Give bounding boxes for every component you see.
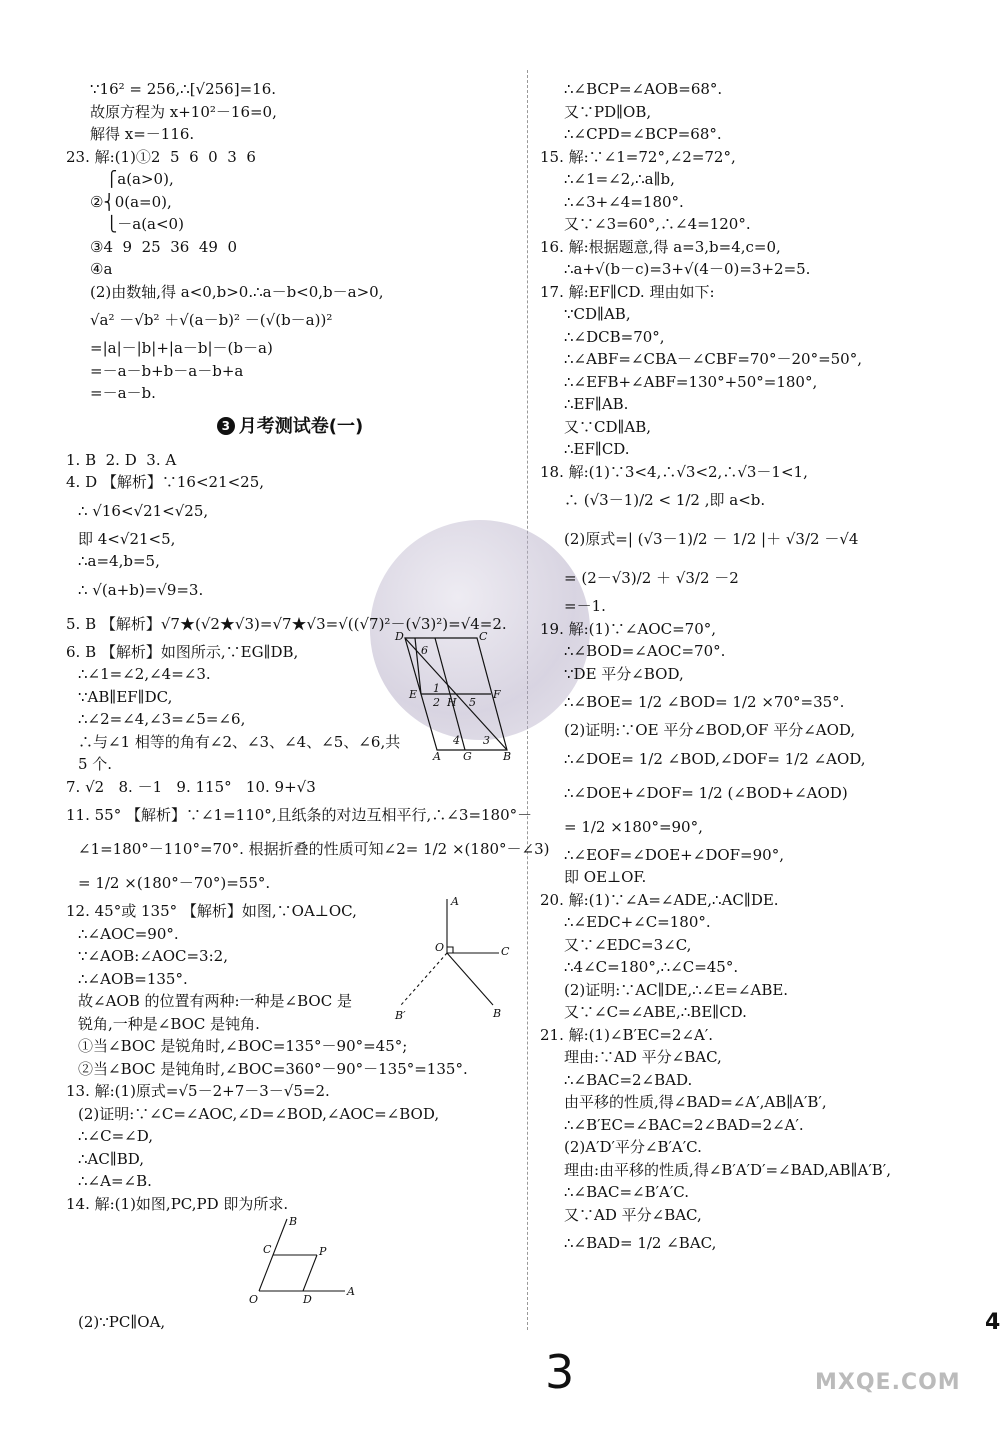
question-6: 6. B 【解析】如图所示,∵EG∥DB, xyxy=(66,642,299,661)
fig6-label-4: 4 xyxy=(453,734,460,747)
text-line: =－1. xyxy=(564,597,606,615)
fig14-label-A: A xyxy=(347,1285,355,1298)
text-line: ∵16² = 256,∴[√256]=16. xyxy=(90,80,277,98)
question-5: 5. B 【解析】√7★(√2★√3)=√7★√3=√((√7)²－(√3)²)=√4=2. xyxy=(66,614,507,633)
text-line: ∴EF∥AB. xyxy=(564,395,629,413)
text-line: 又∵AD 平分∠BAC, xyxy=(564,1205,702,1224)
text-line: 锐角,一种是∠BOC 是钝角. xyxy=(78,1014,260,1033)
text-line: 又∵∠EDC=3∠C, xyxy=(564,935,692,954)
fig14-label-B: B xyxy=(289,1215,298,1228)
fig6-label-G: G xyxy=(463,750,472,763)
text-line: ②当∠BOC 是钝角时,∠BOC=360°－90°－135°=135°. xyxy=(78,1059,468,1078)
fig6-label-B: B xyxy=(503,750,512,763)
fig6-label-3: 3 xyxy=(483,734,490,747)
text-line: (2)由数轴,得 a<0,b>0.∴a－b<0,b－a>0, xyxy=(90,282,384,301)
fig6-label-6: 6 xyxy=(421,644,428,657)
figure-q6 xyxy=(395,632,515,762)
figure-q12 xyxy=(395,895,515,1035)
text-line: ∴a=4,b=5, xyxy=(78,552,160,570)
figure-q14 xyxy=(245,1215,365,1311)
question-16: 16. 解:根据题意,得 a=3,b=4,c=0, xyxy=(540,237,781,256)
text-line: ∴∠BAD= 1/2 ∠BAC, xyxy=(564,1234,717,1252)
text-line: 理由:∵AD 平分∠BAC, xyxy=(564,1048,722,1066)
question-17: 17. 解:EF∥CD. 理由如下: xyxy=(540,282,715,301)
text-line: = 1/2 ×(180°－70°)=55°. xyxy=(78,874,271,892)
text-line: ∴4∠C=180°,∴∠C=45°. xyxy=(564,958,739,976)
fig6-label-D: D xyxy=(395,630,404,643)
question-23: 23. 解:(1)①2 5 6 0 3 6 xyxy=(66,147,256,166)
text-line: ∴∠BAC=2∠BAD. xyxy=(564,1070,693,1089)
question-4: 4. D 【解析】∵16<21<25, xyxy=(66,473,265,491)
text-line: = (2－√3)/2 ＋ √3/2 －2 xyxy=(564,569,739,587)
text-line: ∴∠DOE= 1/2 ∠BOD,∠DOF= 1/2 ∠AOD, xyxy=(564,749,866,768)
text-line: =－a－b+b－a－b+a xyxy=(90,361,244,380)
fig12-label-O: O xyxy=(435,941,445,954)
text-line: ①当∠BOC 是锐角时,∠BOC=135°－90°=45°; xyxy=(78,1037,408,1055)
fig14-label-O: O xyxy=(249,1293,259,1306)
section-badge: 3 xyxy=(217,417,235,435)
text-line: =－a－b. xyxy=(90,384,156,402)
text-line: 由平移的性质,得∠BAD=∠A′,AB∥A′B′, xyxy=(564,1093,827,1111)
fig6-label-E: E xyxy=(409,688,418,701)
text-line: ∴∠3+∠4=180°. xyxy=(564,192,684,211)
text-line: ∴∠2=∠4,∠3=∠5=∠6, xyxy=(78,710,246,728)
fig6-label-1: 1 xyxy=(433,682,440,695)
text-line: =|a|－|b|+|a－b|－(b－a) xyxy=(90,339,273,357)
question-13: 13. 解:(1)原式=√5－2+7－3－√5=2. xyxy=(66,1082,330,1100)
text-line: 又∵CD∥AB, xyxy=(564,417,652,436)
text-line: 又∵∠3=60°,∴∠4=120°. xyxy=(564,215,751,233)
text-line: ∴∠1=∠2,∠4=∠3. xyxy=(78,665,211,683)
section-title-text: 月考测试卷(一) xyxy=(238,415,364,437)
text-line: ∵AB∥EF∥DC, xyxy=(78,687,173,706)
text-line: ∵∠AOB:∠AOC=3:2, xyxy=(78,947,228,965)
question-12: 12. 45°或 135° 【解析】如图,∵OA⊥OC, xyxy=(66,902,357,920)
question-14: 14. 解:(1)如图,PC,PD 即为所求. xyxy=(66,1194,289,1213)
fig6-label-F: F xyxy=(493,688,501,701)
text-line: ∴∠ABF=∠CBA－∠CBF=70°－20°=50°, xyxy=(564,350,862,368)
text-line: ∴ √(a+b)=√9=3. xyxy=(78,580,204,599)
text-line: 即 OE⊥OF. xyxy=(564,868,647,886)
fig6-label-5: 5 xyxy=(469,696,476,709)
fig6-label-A: A xyxy=(433,750,441,763)
text-line: ∴∠A=∠B. xyxy=(78,1172,152,1190)
text-line: (2)证明:∵∠C=∠AOC,∠D=∠BOD,∠AOC=∠BOD, xyxy=(78,1104,440,1123)
text-line: (2)原式=| (√3－1)/2 － 1/2 |＋ √3/2 －√4 xyxy=(564,530,859,548)
text-line: ∵CD∥AB, xyxy=(564,305,631,323)
text-line: ④a xyxy=(90,260,113,278)
text-line: 又∵∠C=∠ABE,∴BE∥CD. xyxy=(564,1003,747,1021)
fig6-label-2: 2 xyxy=(433,696,440,709)
question-18: 18. 解:(1)∵3<4,∴√3<2,∴√3－1<1, xyxy=(540,462,808,481)
text-line: ∴∠AOB=135°. xyxy=(78,969,188,988)
fig12-label-A: A xyxy=(451,895,459,908)
text-line: ∴ √16<√21<√25, xyxy=(78,501,209,520)
text-line: 即 4<√21<5, xyxy=(78,529,176,548)
text-line: ∴∠BOE= 1/2 ∠BOD= 1/2 ×70°=35°. xyxy=(564,693,845,711)
handwritten-page-number: 3 xyxy=(545,1345,575,1399)
text-line: 又∵PD∥OB, xyxy=(564,102,652,121)
text-line: ∴a+√(b－c)=3+√(4－0)=3+2=5. xyxy=(564,260,811,278)
text-line: ∴∠C=∠D, xyxy=(78,1127,153,1145)
text-line: ∴∠EFB+∠ABF=130°+50°=180°, xyxy=(564,372,818,391)
fig14-label-D: D xyxy=(303,1293,312,1306)
answers-7-10: 7. √2 8. －1 9. 115° 10. 9+√3 xyxy=(66,777,316,796)
text-line: (2)证明:∵AC∥DE,∴∠E=∠ABE. xyxy=(564,980,789,999)
text-line: ⎧a(a>0), xyxy=(106,170,174,188)
question-19: 19. 解:(1)∵∠AOC=70°, xyxy=(540,619,717,638)
text-line: (2)A′D′平分∠B′A′C. xyxy=(564,1138,702,1156)
text-line: ∵DE 平分∠BOD, xyxy=(564,664,684,683)
text-line: ∴∠DOE+∠DOF= 1/2 (∠BOD+∠AOD) xyxy=(564,783,848,802)
fig12-label-B-prime: B′ xyxy=(395,1009,406,1022)
question-21: 21. 解:(1)∠B′EC=2∠A′. xyxy=(540,1025,714,1044)
text-line: ∴∠DCB=70°, xyxy=(564,327,665,346)
text-line: ②⎨0(a=0), xyxy=(90,192,172,211)
text-line: 理由:由平移的性质,得∠B′A′D′=∠BAD,AB∥A′B′, xyxy=(564,1160,891,1179)
fig12-label-B: B xyxy=(493,1007,502,1020)
text-line: ∴∠BAC=∠B′A′C. xyxy=(564,1183,689,1201)
text-line: ∠1=180°－110°=70°. 根据折叠的性质可知∠2= 1/2 ×(180°－∠3) xyxy=(78,840,550,858)
text-line: ∴∠EDC+∠C=180°. xyxy=(564,913,711,931)
question-20: 20. 解:(1)∵∠A=∠ADE,∴AC∥DE. xyxy=(540,890,779,909)
text-line: (2)∵PC∥OA, xyxy=(78,1313,166,1331)
text-line: ∴∠BCP=∠AOB=68°. xyxy=(564,80,723,98)
text-line: ∴∠1=∠2,∴a∥b, xyxy=(564,170,675,188)
text-line: √a² －√b² ＋√(a－b)² －(√(b－a))² xyxy=(90,311,333,329)
site-watermark-logo: MXQE.COM xyxy=(815,1370,961,1395)
question-15: 15. 解:∵∠1=72°,∠2=72°, xyxy=(540,147,736,166)
text-line: ∴∠CPD=∠BCP=68°. xyxy=(564,125,722,143)
text-line: ∴∠B′EC=∠BAC=2∠BAD=2∠A′. xyxy=(564,1115,804,1134)
fig6-label-C: C xyxy=(479,630,488,643)
text-line: ③4 9 25 36 49 0 xyxy=(90,237,238,256)
text-line: (2)证明:∵OE 平分∠BOD,OF 平分∠AOD, xyxy=(564,721,856,739)
corner-page-mark: 4 xyxy=(985,1310,1000,1335)
text-line: ∴与∠1 相等的角有∠2、∠3、∠4、∠5、∠6,共 xyxy=(78,732,401,751)
text-line: ∴AC∥BD, xyxy=(78,1149,145,1168)
answers-1-3: 1. B 2. D 3. A xyxy=(66,450,177,469)
fig14-label-P: P xyxy=(319,1245,327,1258)
fig12-label-C: C xyxy=(501,945,510,958)
text-line: ∴EF∥CD. xyxy=(564,440,630,458)
text-line: ∴∠BOD=∠AOC=70°. xyxy=(564,642,726,660)
text-line: = 1/2 ×180°=90°, xyxy=(564,817,703,836)
question-11: 11. 55° 【解析】∵∠1=110°,且纸条的对边互相平行,∴∠3=180°－ xyxy=(66,806,533,824)
right-column xyxy=(540,78,960,1260)
text-line: 故∠AOB 的位置有两种:一种是∠BOC 是 xyxy=(78,992,352,1010)
text-line: ∴∠EOF=∠DOE+∠DOF=90°, xyxy=(564,845,784,864)
text-line: ∴∠AOC=90°. xyxy=(78,924,179,943)
text-line: ∴ (√3－1)/2 < 1/2 ,即 a<b. xyxy=(564,491,766,509)
section-title xyxy=(66,405,514,449)
text-line: 解得 x=－116. xyxy=(90,125,195,143)
text-line: ⎩－a(a<0) xyxy=(106,215,184,233)
text-line: 故原方程为 x+10²－16=0, xyxy=(90,102,277,121)
fig6-label-H: H xyxy=(447,696,457,709)
fig14-label-C: C xyxy=(263,1243,272,1256)
text-line: 5 个. xyxy=(78,755,113,773)
